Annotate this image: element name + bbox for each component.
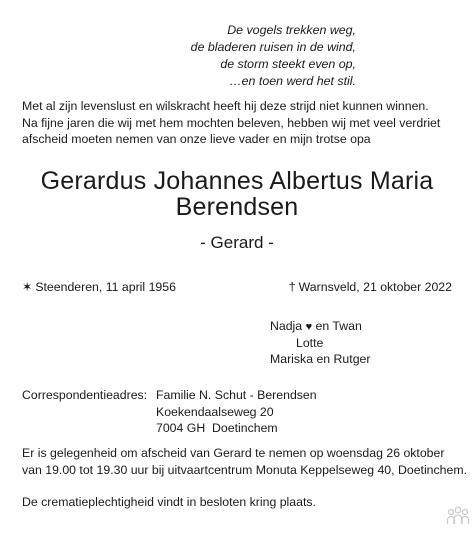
cremation-note: De crematieplechtigheid vindt in besloten kring plaats.	[22, 495, 316, 509]
intro-line: afscheid moeten nemen van onze lieve vader en mijn trotse opa	[22, 132, 371, 146]
birth-text: Steenderen, 11 april 1956	[35, 280, 176, 294]
poem-line: de bladeren ruisen in de wind,	[190, 40, 356, 54]
deceased-nickname: - Gerard -	[200, 233, 274, 252]
farewell-line: Er is gelegenheid om afscheid van Gerard te nemen op woensdag 26 oktober	[22, 446, 445, 460]
intro-line: Na fijne jaren die wij met hem mochten beleven, hebben wij met veel verdriet	[22, 115, 441, 130]
address-line: Koekendaalseweg 20	[156, 404, 274, 419]
correspondence-lines	[156, 387, 317, 437]
deceased-name-line1: Gerardus Johannes Albertus Maria	[40, 167, 434, 195]
poem-line: De vogels trekken weg,	[227, 23, 356, 37]
intro-line: Met al zijn levenslust en wilskracht heeft hij deze strijd niet kunnen winnen.	[22, 99, 429, 113]
deceased-name	[0, 168, 474, 220]
farewell-info	[22, 445, 468, 478]
address-line: 7004 GH Doetinchem	[156, 421, 278, 435]
birth-star-icon: ✶	[22, 280, 33, 294]
poem	[146, 22, 356, 90]
death-info	[289, 279, 452, 295]
heart-icon: ♥	[305, 321, 313, 333]
deceased-surname: Berendsen	[175, 193, 299, 221]
address-line: Familie N. Schut - Berendsen	[156, 388, 317, 402]
farewell-line: van 19.00 tot 19.30 uur bij uitvaartcentrum Monuta Keppelseweg 40, Doetinchem.	[22, 462, 468, 477]
intro-text	[22, 98, 462, 148]
birth-info	[22, 279, 176, 295]
poem-line: de storm steekt even op,	[220, 57, 356, 71]
death-text: Warnsveld, 21 oktober 2022	[298, 280, 452, 294]
correspondence-label: Correspondentieadres:	[22, 388, 148, 402]
relatives	[270, 318, 370, 367]
relatives-line: Lotte	[296, 336, 324, 350]
family-group-icon	[446, 504, 470, 528]
poem-line: …en toen werd het stil.	[229, 74, 356, 88]
relative-name: Nadja	[270, 319, 303, 333]
relative-name: en Twan	[315, 319, 362, 333]
relatives-line	[270, 318, 370, 335]
relatives-line: Mariska en Rutger	[270, 352, 371, 366]
death-cross-icon: †	[288, 280, 296, 294]
